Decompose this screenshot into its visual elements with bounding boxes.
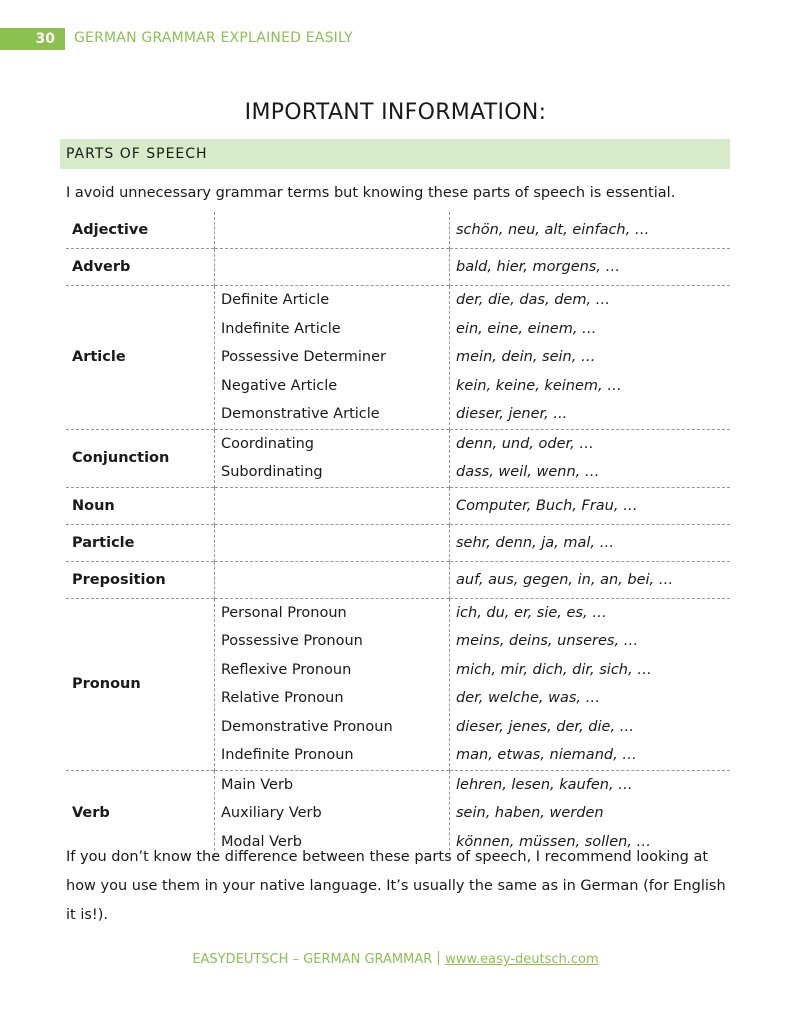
subtype-label: Indefinite Article (221, 320, 341, 337)
intro-text: I avoid unnecessary grammar terms but knowing these parts of speech is essential. (66, 185, 676, 201)
part-of-speech-term: Particle (66, 524, 215, 561)
table-row (66, 429, 730, 487)
footer-link[interactable]: www.easy-deutsch.com (445, 952, 599, 967)
parts-of-speech-table (66, 212, 730, 856)
part-of-speech-term: Pronoun (66, 598, 215, 770)
subtype-label: Possessive Pronoun (221, 633, 363, 649)
examples-cell (450, 561, 731, 598)
subtype-cell (215, 561, 450, 598)
examples-cell (450, 212, 731, 249)
example-words: kein, keine, keinem, … (456, 377, 622, 394)
footer-separator (438, 951, 439, 965)
subtype-label (221, 212, 443, 248)
subtype-label: Demonstrative Pronoun (221, 718, 393, 735)
subtype-cell (215, 487, 450, 524)
example-words: der, welche, was, … (456, 690, 601, 706)
subtype-label: Modal Verb (221, 833, 302, 850)
part-of-speech-term: Adverb (66, 249, 215, 286)
example-words: ich, du, er, sie, es, … (456, 604, 607, 621)
subtype-label: Main Verb (221, 776, 294, 793)
example-words: lehren, lesen, kaufen, … (456, 776, 633, 793)
example-words: dieser, jener, ... (456, 406, 568, 422)
outro-text: If you don’t know the difference between these parts of speech, I recommend looking at how you use them in your native language. It’s usually the same as in German (for English it is!). (66, 849, 726, 923)
part-of-speech-term: Noun (66, 487, 215, 524)
subtype-cell (215, 249, 450, 286)
example-words: bald, hier, morgens, … (456, 259, 621, 275)
example-words: man, etwas, niemand, … (456, 747, 637, 763)
examples-cell (450, 429, 731, 487)
subtype-label: Personal Pronoun (221, 604, 347, 621)
subtype-label: Demonstrative Article (221, 406, 380, 422)
subtype-label: Definite Article (221, 292, 330, 308)
subtype-label: Indefinite Pronoun (221, 747, 354, 763)
example-words: sehr, denn, ja, mal, … (456, 534, 615, 551)
part-of-speech-term: Verb (66, 770, 215, 856)
table-row (66, 249, 730, 286)
table-body (66, 212, 730, 856)
table-row (66, 598, 730, 770)
subtype-cell (215, 212, 450, 249)
part-of-speech-term: Conjunction (66, 429, 215, 487)
example-words: mich, mir, dich, dir, sich, … (456, 661, 652, 678)
page-heading: IMPORTANT INFORMATION: (244, 100, 547, 125)
subtype-cell (215, 286, 450, 430)
example-words: Computer, Buch, Frau, … (456, 497, 638, 514)
example-words: mein, dein, sein, … (456, 349, 596, 365)
examples-cell (450, 487, 731, 524)
section-bar (60, 139, 730, 169)
subtype-label: Possessive Determiner (221, 349, 387, 365)
subtype-label: Coordinating (221, 435, 314, 452)
example-words: sein, haben, werden (456, 805, 604, 821)
subtype-label (221, 562, 443, 598)
running-title: GERMAN GRAMMAR EXPLAINED EASILY (74, 30, 353, 46)
subtype-cell (215, 524, 450, 561)
subtype-label: Subordinating (221, 464, 323, 480)
example-words: auf, aus, gegen, in, an, bei, … (456, 571, 674, 588)
example-words: dass, weil, wenn, … (456, 464, 600, 480)
examples-cell (450, 286, 731, 430)
subtype-label: Auxiliary Verb (221, 805, 322, 821)
example-words: meins, deins, unseres, … (456, 633, 639, 649)
table-row (66, 524, 730, 561)
example-words: können, müssen, sollen, … (456, 833, 652, 850)
subtype-cell (215, 598, 450, 770)
subtype-label: Relative Pronoun (221, 690, 344, 706)
subtype-label: Negative Article (221, 377, 338, 394)
examples-cell (450, 598, 731, 770)
table-row (66, 561, 730, 598)
table-row (66, 487, 730, 524)
example-words: schön, neu, alt, einfach, … (456, 222, 650, 238)
examples-cell (450, 249, 731, 286)
page-number: 30 (0, 28, 65, 50)
subtype-cell (215, 429, 450, 487)
examples-cell (450, 524, 731, 561)
section-title: PARTS OF SPEECH (66, 146, 208, 162)
example-words: der, die, das, dem, … (456, 292, 611, 308)
subtype-label (221, 488, 443, 524)
subtype-label (221, 249, 443, 285)
footer-brand: EASYDEUTSCH – GERMAN GRAMMAR (192, 952, 433, 967)
part-of-speech-term: Preposition (66, 561, 215, 598)
part-of-speech-term: Article (66, 286, 215, 430)
subtype-label: Reflexive Pronoun (221, 661, 352, 678)
subtype-label (221, 525, 443, 561)
footer (0, 951, 791, 967)
example-words: ein, eine, einem, … (456, 320, 597, 337)
example-words: denn, und, oder, … (456, 435, 594, 452)
table-row (66, 212, 730, 249)
part-of-speech-term: Adjective (72, 222, 149, 238)
table-row (66, 286, 730, 430)
example-words: dieser, jenes, der, die, … (456, 718, 635, 735)
